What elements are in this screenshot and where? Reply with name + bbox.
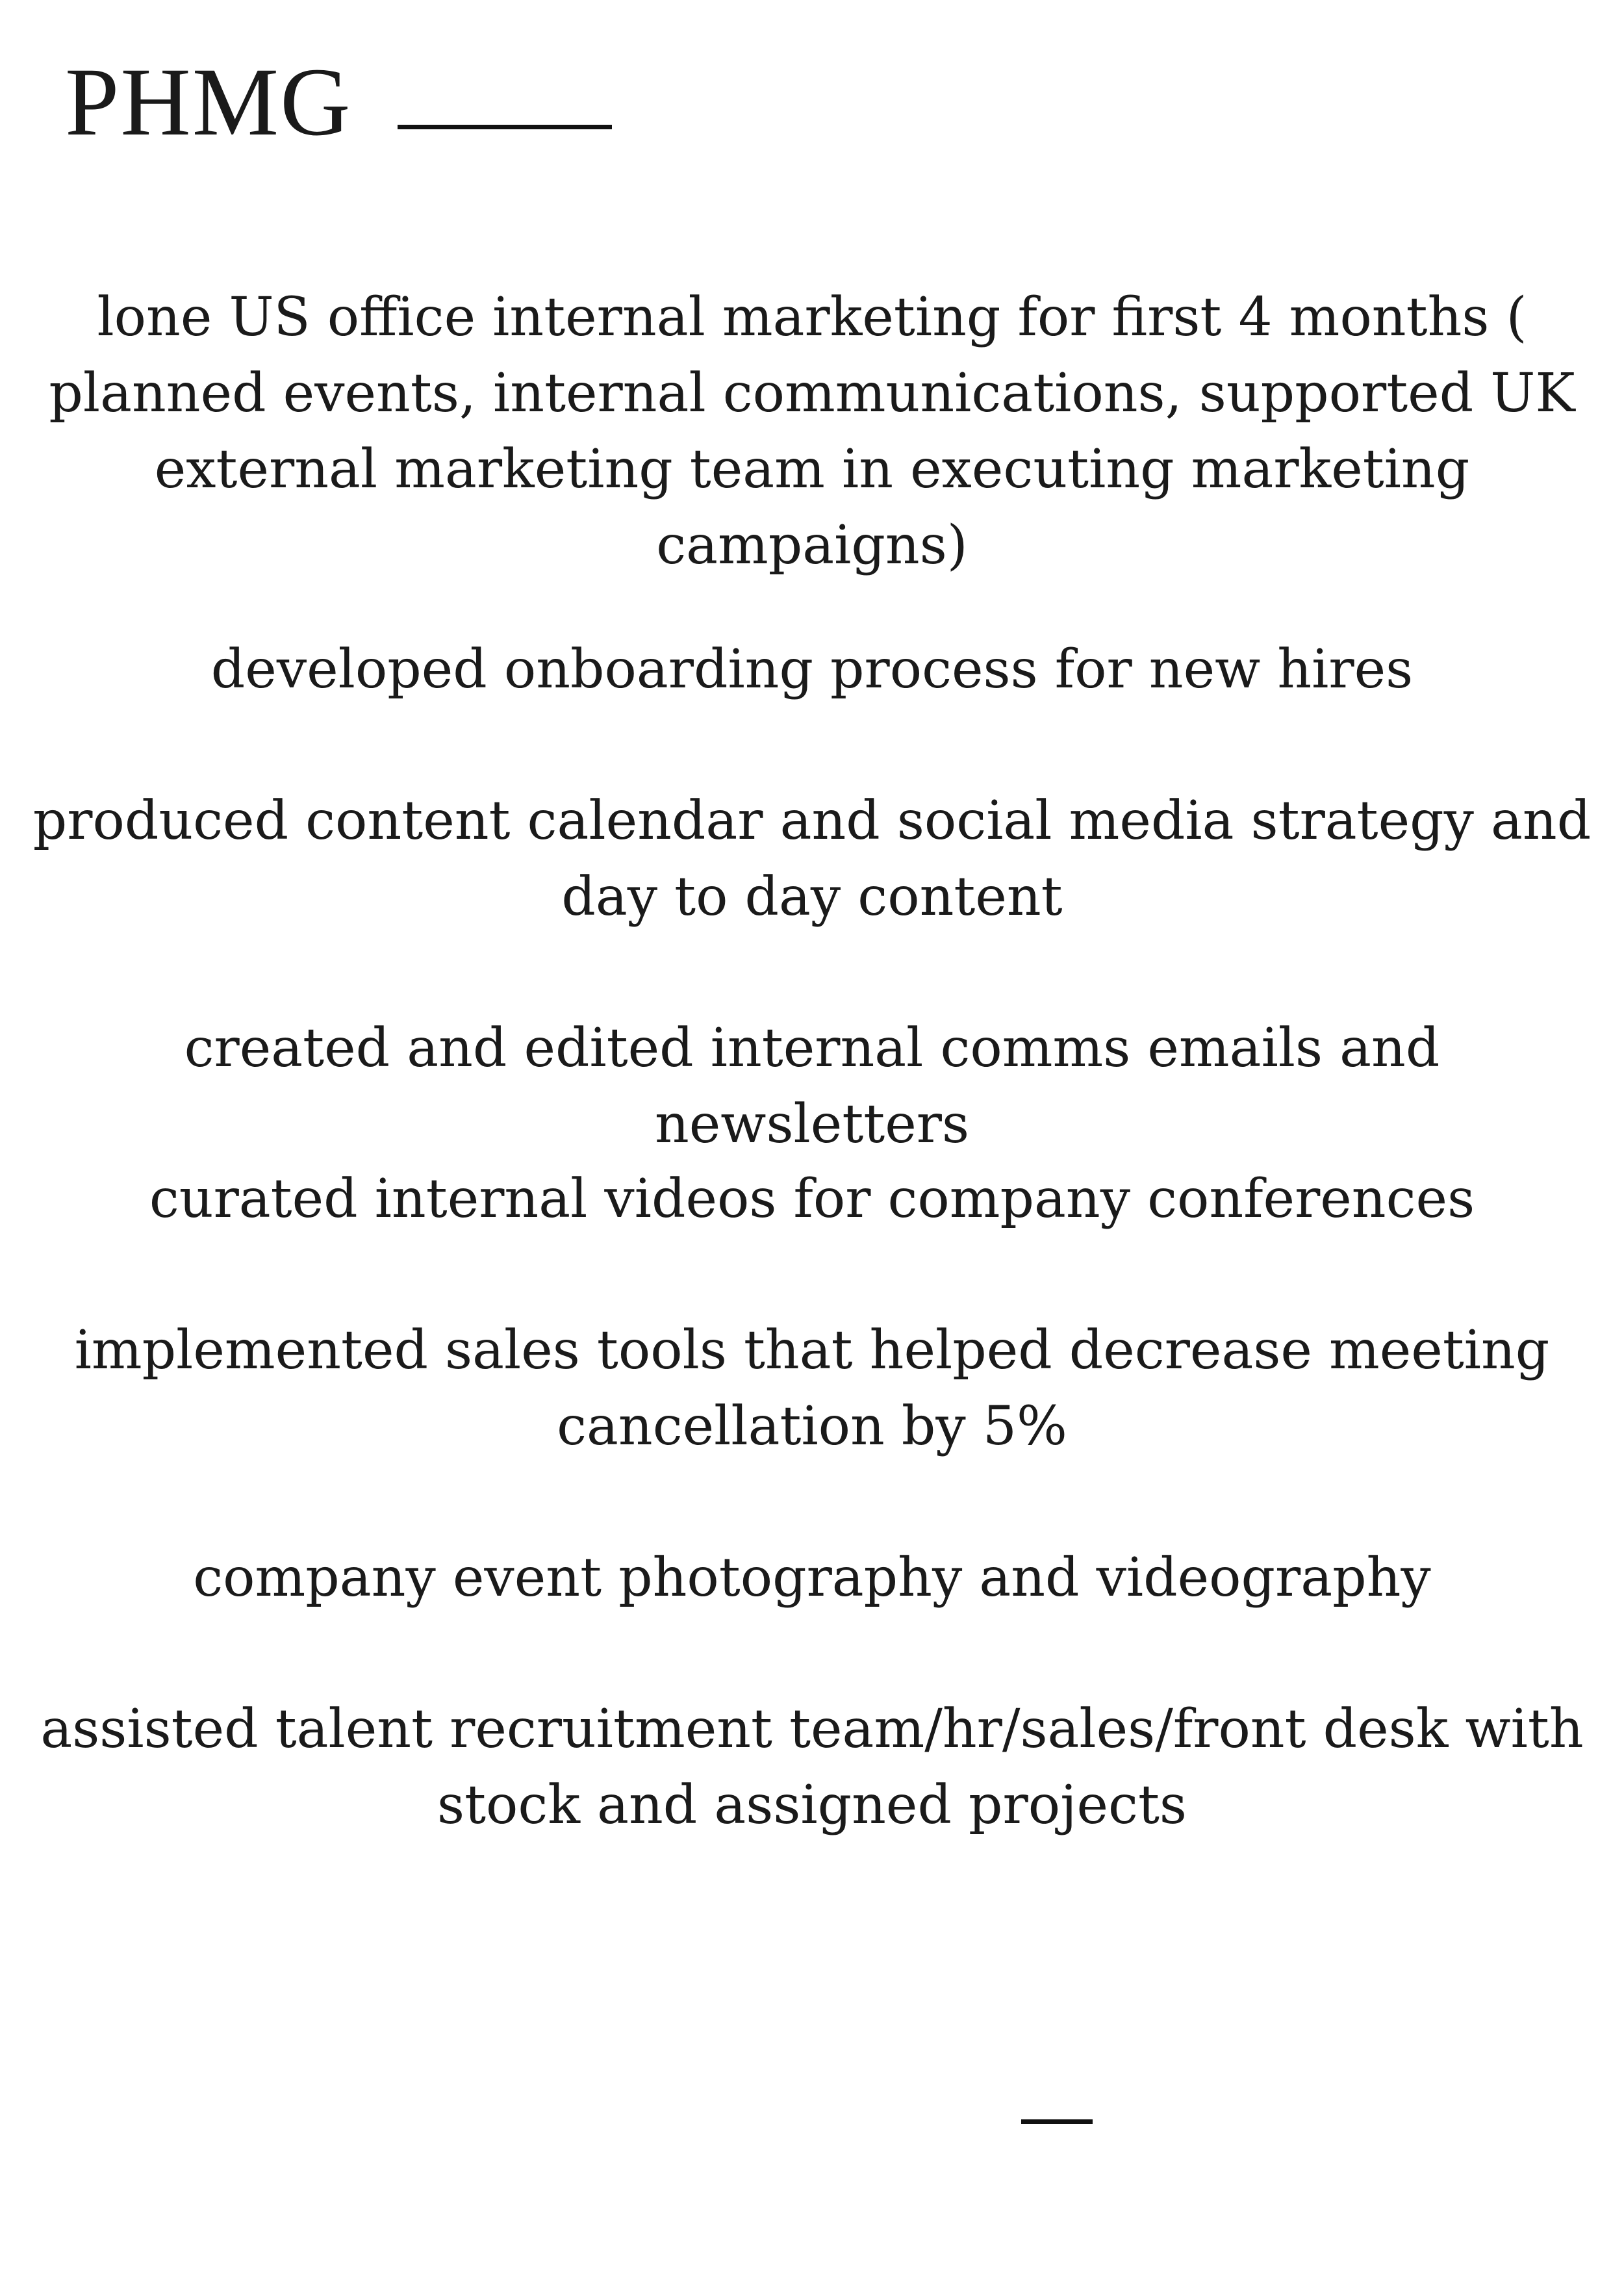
experience-item-sales-tools: implemented sales tools that helped decrease meeting cancellation by 5% xyxy=(74,1320,1550,1457)
experience-item-onboarding: developed onboarding process for new hires xyxy=(210,639,1414,700)
experience-item-internal-videos: curated internal videos for company conferences xyxy=(149,1168,1475,1230)
experience-item-assisted-teams: assisted talent recruitment team/hr/sales/front desk with stock and assigned projects xyxy=(40,1698,1584,1836)
experience-item-content-calendar: produced content calendar and social media strategy and day to day content xyxy=(32,790,1592,928)
experience-item-event-photography: company event photography and videography xyxy=(193,1547,1431,1609)
page-title: PHMG xyxy=(65,48,352,156)
experience-item-internal-comms: created and edited internal comms emails and newsletters xyxy=(184,1017,1440,1155)
experience-item-internal-marketing: lone US office internal marketing for first 4 months ( planned events, internal communications, supported UK external marketing team in executing marketing campaigns) xyxy=(49,287,1575,576)
title-divider xyxy=(398,125,612,129)
bottom-divider xyxy=(1021,2119,1093,2124)
